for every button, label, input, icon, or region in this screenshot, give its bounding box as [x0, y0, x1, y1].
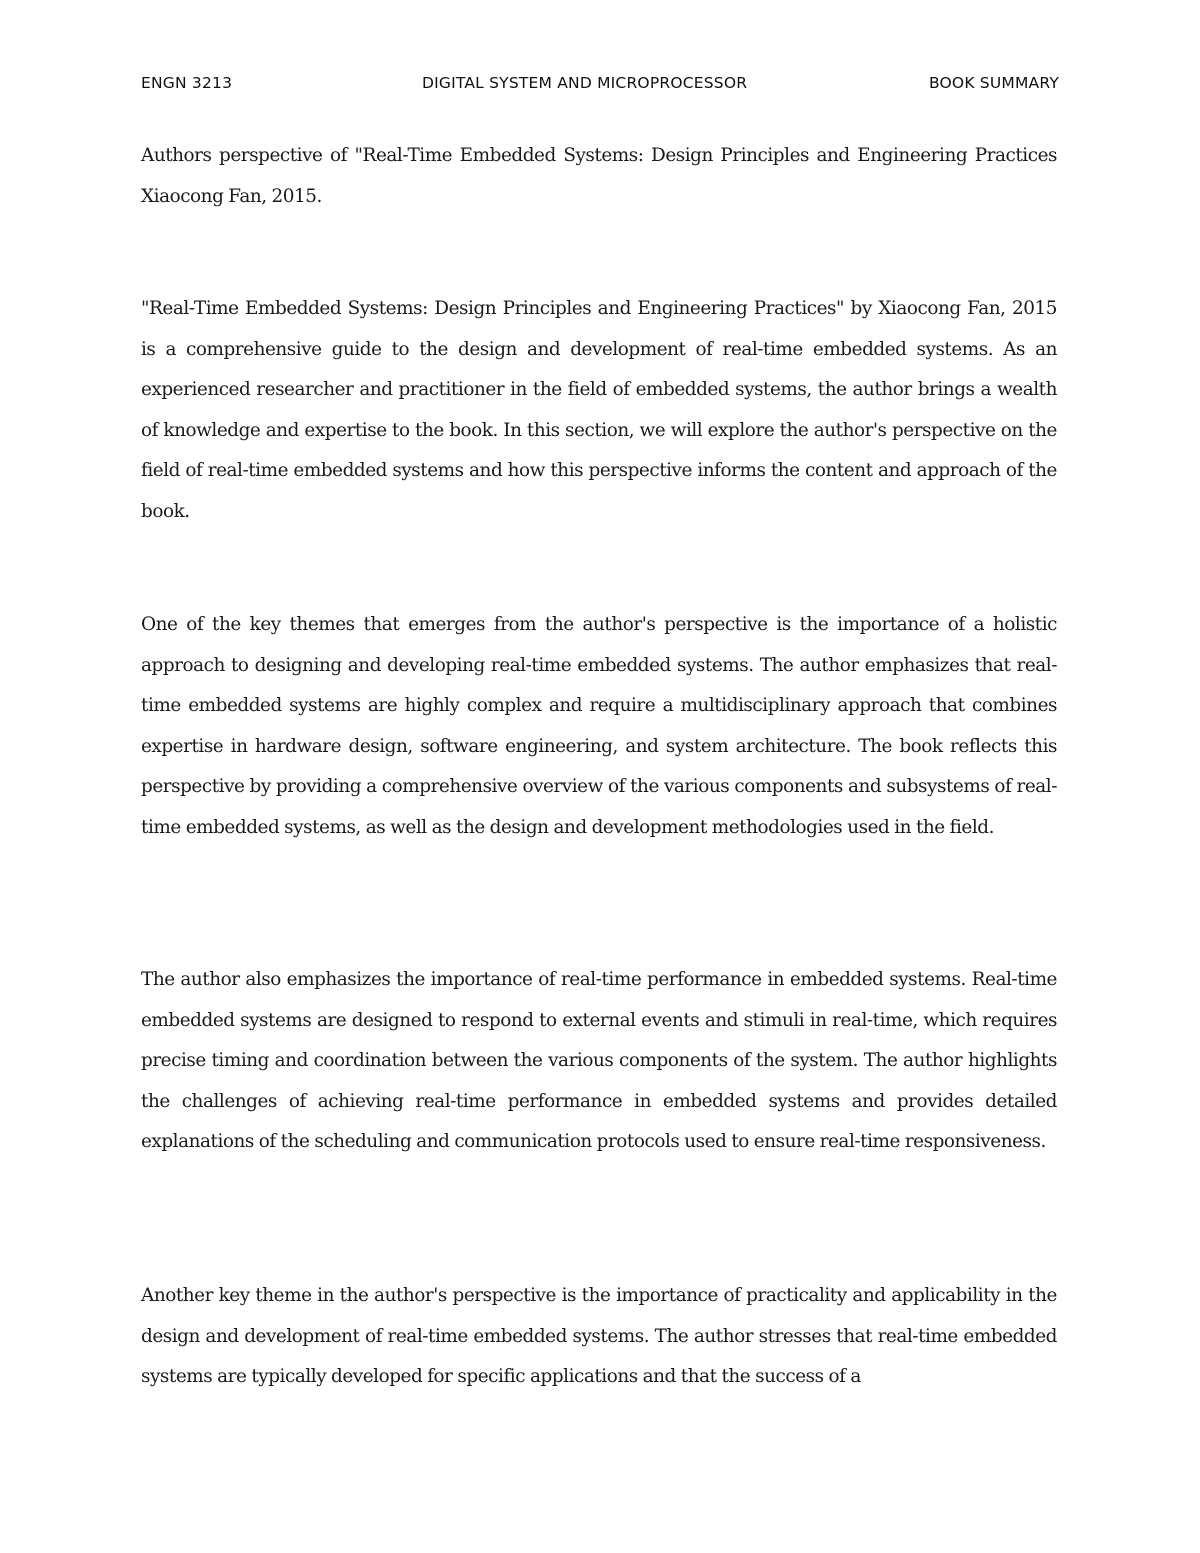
header-course-code: ENGN 3213: [141, 74, 233, 92]
header-course-title: DIGITAL SYSTEM AND MICROPROCESSOR: [422, 74, 748, 92]
body-paragraph: The author also emphasizes the importance of real-time performance in embedded systems. Real-time embedded systems are designed to respond to external events and stimuli in real-time, which requires precise timing and coordination between the various components of the system. The author highlights the challenges of achieving real-time performance in embedded systems and provides detailed explanations of the scheduling and communication protocols used to ensure real-time responsiveness.: [141, 969, 1057, 1153]
body-paragraph: Another key theme in the author's perspective is the importance of practicality and applicability in the design and development of real-time embedded systems. The author stresses that real-time embedded systems are typically developed for specific applications and that the success of a: [141, 1285, 1057, 1388]
page-header: [141, 74, 1059, 100]
document-title-paragraph: Authors perspective of "Real-Time Embedded Systems: Design Principles and Engineering Practices Xiaocong Fan, 2015.: [141, 145, 1057, 207]
header-doc-type: BOOK SUMMARY: [928, 74, 1059, 92]
body-paragraph: "Real-Time Embedded Systems: Design Principles and Engineering Practices" by Xiaocong Fan, 2015 is a comprehensive guide to the design and development of real-time embedded systems. As an experienced researcher and practitioner in the field of embedded systems, the author brings a wealth of knowledge and expertise to the book. In this section, we will explore the author's perspective on the field of real-time embedded systems and how this perspective informs the content and approach of the book.: [141, 298, 1057, 522]
body-paragraph: One of the key themes that emerges from the author's perspective is the importance of a holistic approach to designing and developing real-time embedded systems. The author emphasizes that real-time embedded systems are highly complex and require a multidisciplinary approach that combines expertise in hardware design, software engineering, and system architecture. The book reflects this perspective by providing a comprehensive overview of the various components and subsystems of real-time embedded systems, as well as the design and development methodologies used in the field.: [141, 614, 1057, 838]
